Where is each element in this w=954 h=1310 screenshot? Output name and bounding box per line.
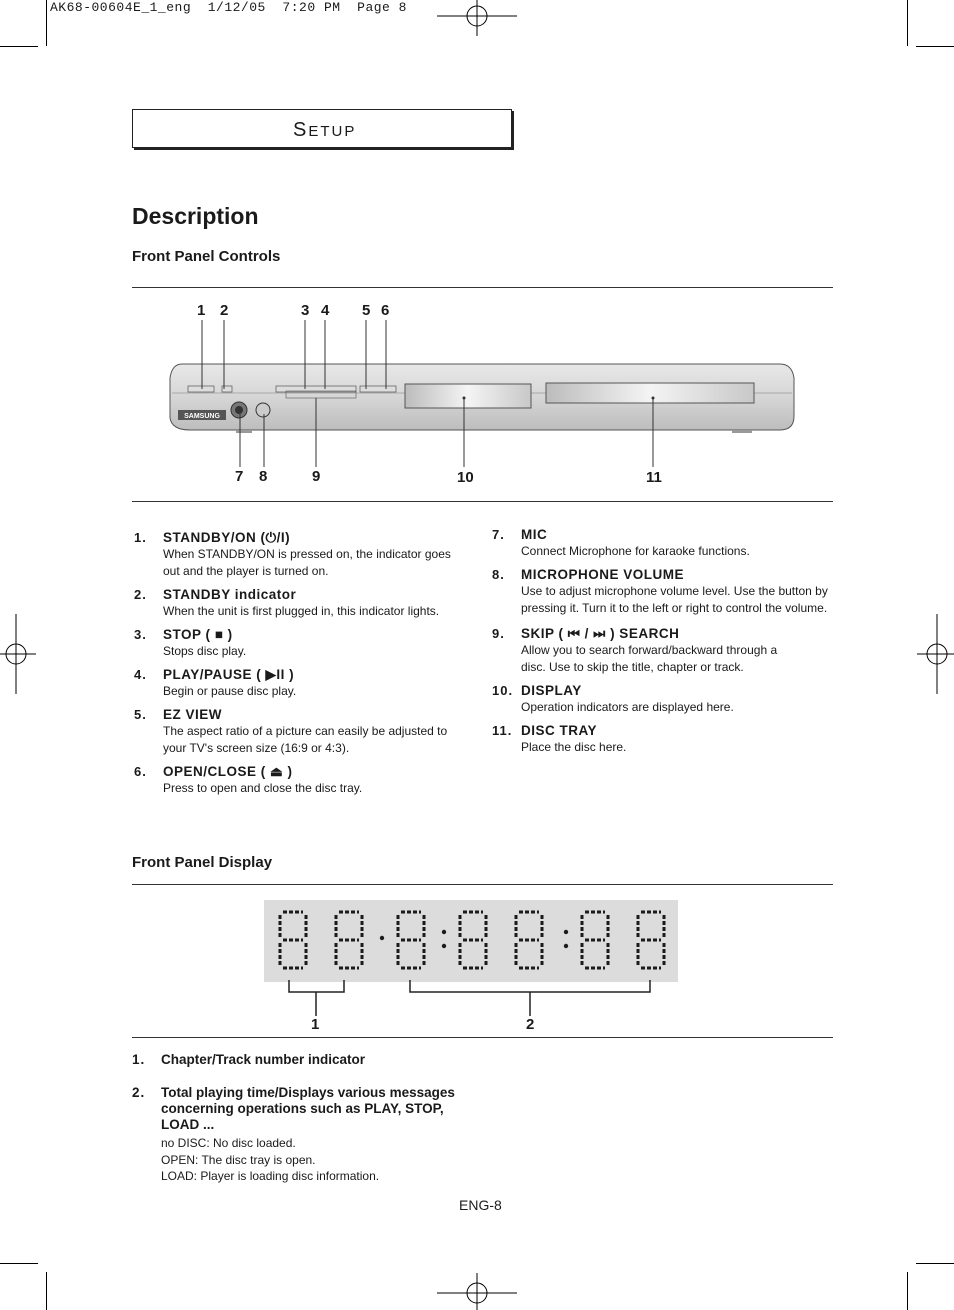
- page-title: Description: [132, 203, 259, 229]
- callout-10: 10: [457, 469, 474, 486]
- brand-logo: SAMSUNG: [184, 413, 220, 420]
- callout-3: 3: [301, 302, 310, 319]
- callout-9: 9: [312, 468, 321, 485]
- callout-11: 11: [646, 469, 662, 486]
- display-callout-1: 1: [311, 1016, 320, 1033]
- page-number: ENG-8: [459, 1197, 502, 1213]
- callout-4: 4: [321, 302, 330, 319]
- display-message-line: LOAD: Player is loading disc information.: [161, 1169, 380, 1183]
- divider: [132, 884, 833, 885]
- print-header: AK68-00604E_1_eng 1/12/05 7:20 PM Page 8: [50, 0, 407, 15]
- section-label-box: [132, 109, 512, 148]
- divider: [132, 501, 833, 502]
- callout-5: 5: [362, 302, 371, 319]
- segment-display-illustration: [264, 900, 678, 982]
- display-message-line: no DISC: No disc loaded.: [161, 1136, 296, 1150]
- callout-8: 8: [259, 468, 268, 485]
- callout-6: 6: [381, 302, 390, 319]
- divider: [132, 1037, 833, 1038]
- dvd-player-front-illustration: [0, 290, 954, 500]
- callout-2: 2: [220, 302, 229, 319]
- display-callout-2: 2: [526, 1016, 535, 1033]
- display-brackets: [280, 980, 670, 1020]
- callout-1: 1: [197, 302, 206, 319]
- section-label: SETUP: [293, 119, 357, 141]
- front-panel-display-heading: Front Panel Display: [132, 854, 273, 871]
- display-message-line: OPEN: The disc tray is open.: [161, 1152, 316, 1167]
- callout-7: 7: [235, 468, 244, 485]
- divider: [132, 287, 833, 288]
- front-panel-controls-heading: Front Panel Controls: [132, 248, 281, 265]
